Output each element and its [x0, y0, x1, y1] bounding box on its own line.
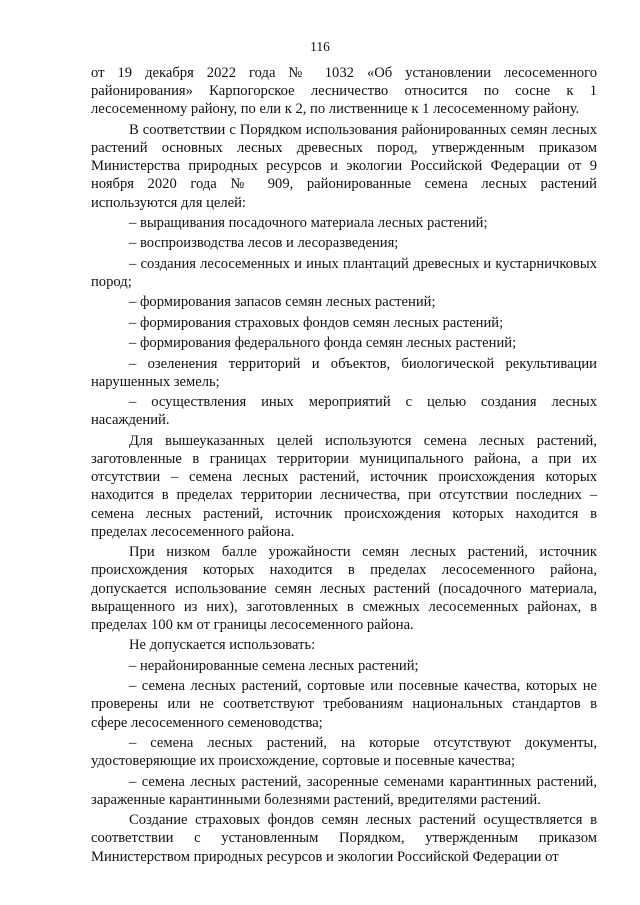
paragraph: Для вышеуказанных целей используются семена лесных растений, заготовленные в границах территории муниципального района, а при их отсутствии – семена лесных растений, источник происхождения которых находится в пределах территории лесничества, при отсутствии последних – семена лесных растений, источник происхождения которых находится в пределах лесосеменного района. [91, 432, 597, 540]
list-item: – выращивания посадочного материала лесных растений; [129, 215, 488, 231]
paragraph: При низком балле урожайности семян лесных растений, источник происхождения которых находится в пределах лесосеменного района, допускается использование семян лесных растений (посадочного материала, выращенного из них), заготовленных в смежных лесосеменных районах, в пределах 100 км от границы лесосеменного района. [91, 544, 597, 633]
list-item: – семена лесных растений, сортовые или посевные качества, которых не проверены или не соответствуют требованиям национальных стандартов в сфере лесосеменного семеноводства; [91, 678, 597, 731]
list-item: – создания лесосеменных и иных плантаций древесных и кустарничковых пород; [91, 255, 597, 290]
document-body [91, 64, 597, 868]
paragraph: В соответствии с Порядком использования районированных семян лесных растений основных лесных древесных пород, утвержденным приказом Министерства природных ресурсов и экологии Российской Федерации от 9 ноября 2020 года № 909, районированные семена лесных растений используются для целей: [91, 121, 597, 211]
list-item: – формирования страховых фондов семян лесных растений; [129, 314, 504, 331]
list-item: – формирования запасов семян лесных растений; [129, 294, 436, 311]
list-item: – семена лесных растений, засоренные семенами карантинных растений, зараженные карантинными болезнями растений, вредителями растений. [91, 773, 597, 808]
list-item: – семена лесных растений, на которые отсутствуют документы, удостоверяющие их происхождение, сортовые и посевные качества; [91, 734, 597, 770]
paragraph: Не допускается использовать: [129, 637, 316, 654]
paragraph: Создание страховых фондов семян лесных растений осуществляется в соответствии с установленным Порядком, утвержденным приказом Министерством природных ресурсов и экологии Российской Федерации от [91, 812, 597, 865]
list-item: – осуществления иных мероприятий с целью создания лесных насаждений. [91, 394, 597, 429]
list-item: – озеленения территорий и объектов, биологической рекультивации нарушенных земель; [91, 355, 597, 390]
list-item: – нерайонированные семена лесных растений; [129, 657, 419, 674]
page-number: 116 [310, 39, 330, 54]
paragraph: от 19 декабря 2022 года № 1032 «Об установлении лесосеменного районирования» Карпогорское лесничество относится по сосне к 1 лесосеменному району, по ели к 2, по лиственнице к 1 лесосеменному району. [91, 65, 597, 118]
list-item: – воспроизводства лесов и лесоразведения; [129, 235, 399, 252]
list-item: – формирования федерального фонда семян лесных растений; [129, 335, 517, 352]
